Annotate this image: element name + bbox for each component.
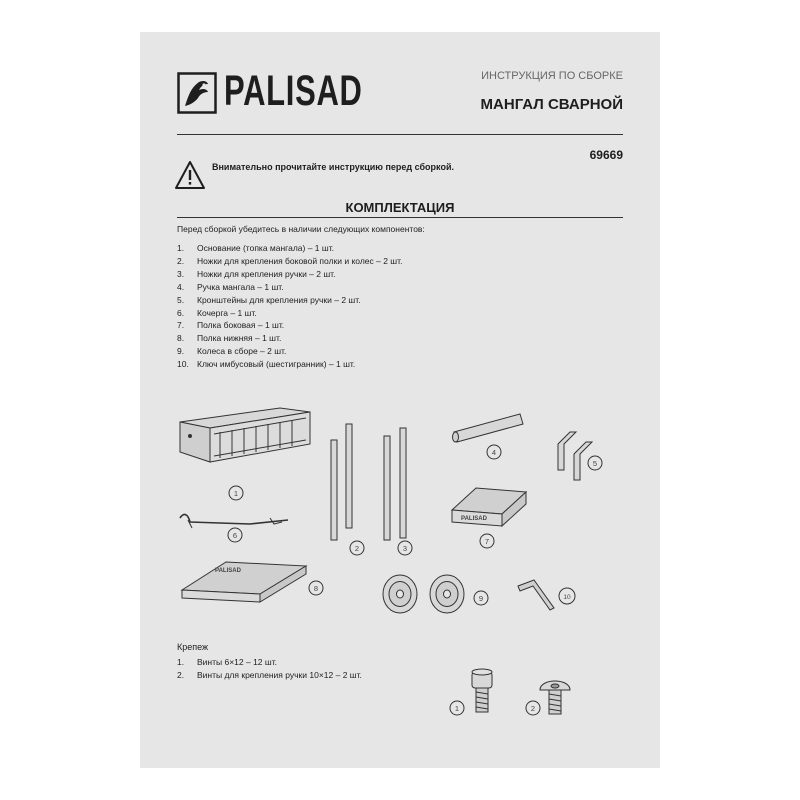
shelf-8-brand: PALISAD — [215, 568, 241, 574]
header-divider — [177, 134, 623, 135]
contents-title: КОМПЛЕКТАЦИЯ — [345, 200, 455, 215]
list-item: 4. Ручка мангала – 1 шт. — [177, 281, 284, 292]
list-item: 7. Полка боковая – 1 шт. — [177, 320, 285, 331]
list-item: 2. Ножки для крепления боковой полки и колес – 2 шт. — [177, 255, 403, 266]
warning-triangle-icon — [174, 160, 206, 190]
label-part-2: 2 — [354, 544, 360, 553]
list-item: 3. Ножки для крепления ручки – 2 шт. — [177, 268, 336, 279]
contents-divider — [177, 217, 623, 218]
list-item: 10. Ключ имбусовый (шестигранник) – 1 шт. — [177, 359, 356, 370]
part-4-handle — [453, 414, 524, 442]
part-6-poker — [180, 515, 288, 528]
part-3-legs — [384, 428, 406, 540]
label-part-9: 9 — [478, 594, 484, 603]
warning-text: Внимательно прочитайте инструкцию перед сборкой. — [212, 162, 454, 172]
part-10-hex-key — [518, 580, 554, 610]
label-part-3: 3 — [402, 544, 408, 553]
instruction-page — [140, 32, 660, 768]
label-part-8: 8 — [313, 584, 319, 593]
list-item: 9. Колеса в сборе – 2 шт. — [177, 346, 287, 357]
article-number: 69669 — [589, 148, 623, 162]
part-5-brackets — [558, 432, 592, 480]
label-fastener-2: 2 — [530, 704, 536, 713]
list-item: 1. Винты 6×12 – 12 шт. — [177, 657, 278, 667]
shelf-7-brand: PALISAD — [461, 516, 487, 522]
list-item: 2. Винты для крепления ручки 10×12 – 2 шт. — [177, 669, 362, 680]
list-item: 8. Полка нижняя – 1 шт. — [177, 333, 282, 344]
label-part-7: 7 — [484, 537, 490, 546]
contents-intro: Перед сборкой убедитесь в наличии следующих компонентов: — [177, 224, 425, 234]
label-part-6: 6 — [232, 531, 238, 540]
label-part-1: 1 — [233, 489, 239, 498]
palisad-logo-icon — [177, 72, 217, 114]
part-9-wheels — [383, 575, 464, 613]
label-part-10: 10 — [563, 594, 571, 601]
label-fastener-1: 1 — [454, 704, 460, 713]
components-list — [177, 242, 402, 371]
part-2-legs — [331, 424, 352, 540]
document-type: ИНСТРУКЦИЯ ПО СБОРКЕ — [481, 70, 623, 82]
part-8-bottom-shelf — [182, 562, 306, 602]
list-item: 5. Кронштейны для крепления ручки – 2 шт. — [177, 294, 361, 305]
label-part-4: 4 — [491, 448, 497, 457]
fasteners-list — [177, 656, 362, 682]
document-title: МАНГАЛ СВАРНОЙ — [480, 96, 623, 113]
list-item: 6. Кочерга – 1 шт. — [177, 307, 257, 318]
list-item: 1. Основание (топка мангала) – 1 шт. — [177, 243, 335, 253]
label-part-5: 5 — [592, 459, 598, 468]
brand-name: PALISAD — [224, 67, 363, 115]
fastener-2-screw — [540, 681, 570, 714]
fastener-1-screw — [472, 669, 492, 712]
part-1-firebox — [180, 408, 310, 462]
fasteners-title: Крепеж — [177, 642, 209, 652]
